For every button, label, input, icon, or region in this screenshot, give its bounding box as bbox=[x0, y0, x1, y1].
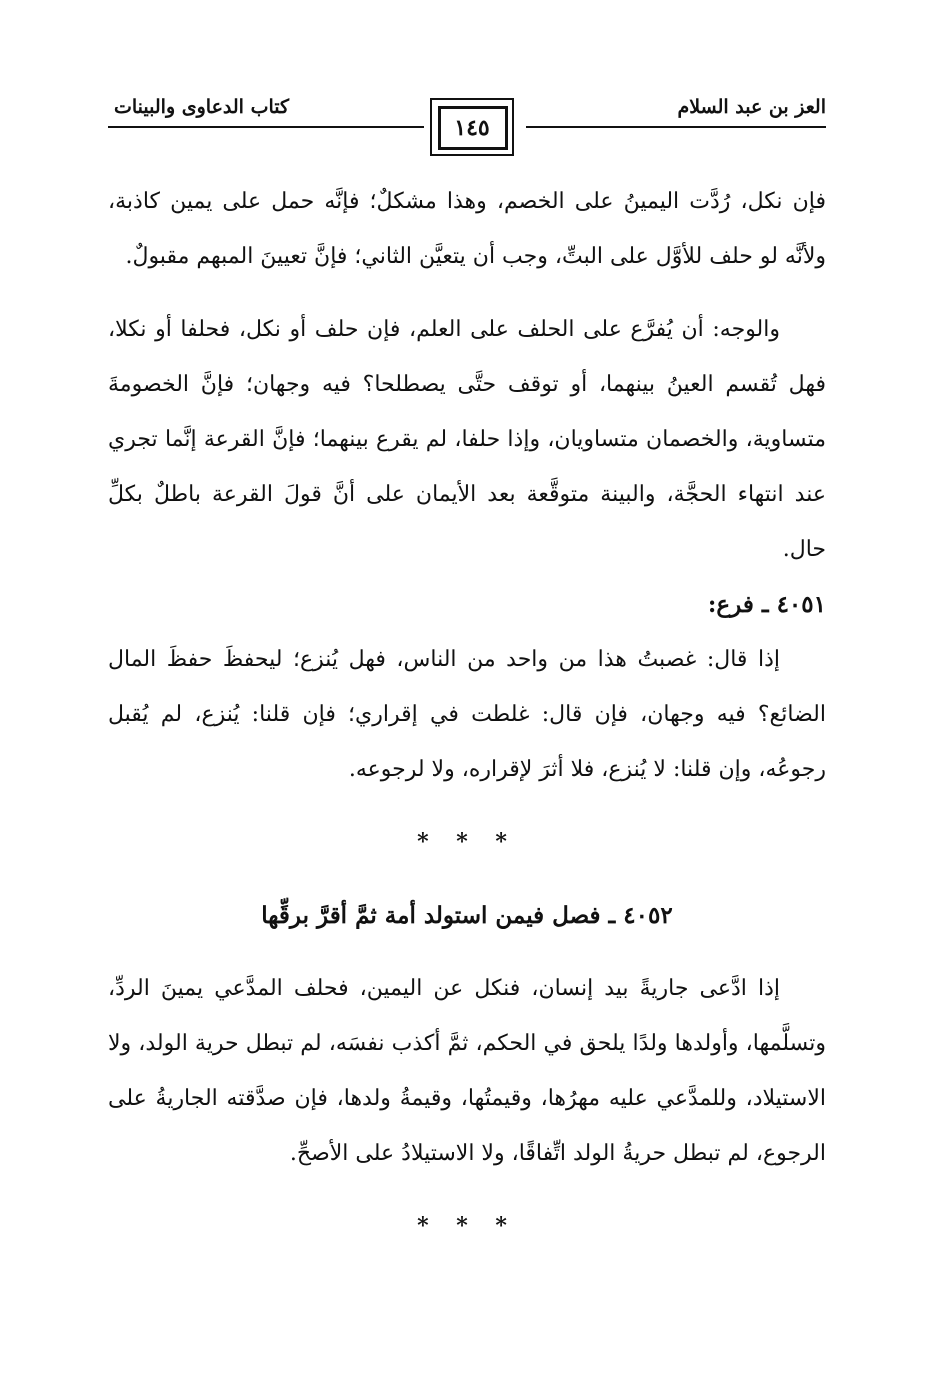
page-body bbox=[108, 174, 826, 1254]
running-head-book: كتاب الدعاوى والبينات bbox=[114, 96, 290, 118]
running-head-author: العز بن عبد السلام bbox=[677, 96, 826, 118]
paragraph-2: والوجه: أن يُفرَّع على الحلف على العلم، فإن حلف أو نكل، فحلفا أو نكلا، فهل تُقسم العينُ بينهما، أو توقف حتَّى يصطلحا؟ فيه وجهان؛ فإنَّ الخصومةَ متساوية، والخصمان متساويان، وإذا حلفا، لم يقرع بينهما؛ فإنَّ القرعة إنَّما تجري عند انتهاء الحجَّة، والبينة متوقَّعة بعد الأيمان على أنَّ قولَ القرعة باطلٌ بكلِّ حال. bbox=[108, 317, 826, 562]
header-rule-right bbox=[526, 126, 826, 128]
page-header bbox=[108, 92, 826, 162]
section-separator-stars: * * * bbox=[417, 829, 517, 855]
paragraph-3: إذا قال: غصبتُ هذا من واحد من الناس، فهل يُنزع؛ ليحفظَ حفظَ المال الضائع؟ فيه وجهان، فإن قال: غلطت في إقراري؛ فإن قلنا: يُنزع، لم يُقبل رجوعُه، وإن قلنا: لا يُنزع، فلا أثرَ لإقراره، ولا لرجوعه. bbox=[108, 647, 826, 782]
page-number-frame bbox=[430, 98, 514, 156]
paragraph-gap bbox=[108, 797, 826, 815]
end-separator-stars: * * * bbox=[417, 1213, 517, 1239]
paragraph-4: إذا ادَّعى جاريةً بيد إنسان، فنكل عن اليمين، فحلف المدَّعي يمينَ الردِّ، وتسلَّمها، وأولدها ولدًا يلحق في الحكم، ثمَّ أكذب نفسَه، لم تبطل حرية الولد، ولا الاستيلاد، وللمدَّعي عليه مهرُها، وقيمتُها، وقيمةُ ولدها، فإن صدَّقته الجاريةُ على الرجوع، لم تبطل حريةُ الولد اتِّفاقًا، ولا الاستيلادُ على الأصحِّ. bbox=[108, 976, 826, 1166]
paragraph-1: فإن نكل، رُدَّت اليمينُ على الخصم، وهذا مشكلٌ؛ فإنَّه حمل على يمين كاذبة، ولأنَّه لو حلف للأوَّل على البتِّ، وجب أن يتعيَّن الثاني؛ فإنَّ تعيينَ المبهم مقبولٌ. bbox=[108, 189, 826, 269]
paragraph-gap bbox=[108, 1181, 826, 1199]
section-title-4052: ٤٠٥٢ ـ فصل فيمن استولد أمة ثمَّ أقرَّ برقِّها bbox=[261, 902, 673, 929]
branch-heading-4051: ٤٠٥١ ـ فرع: bbox=[707, 591, 826, 618]
page-number: ١٤٥ bbox=[454, 115, 490, 141]
header-rule-left bbox=[108, 126, 424, 128]
paragraph-gap bbox=[108, 943, 826, 961]
paragraph-gap bbox=[108, 284, 826, 302]
paragraph-gap bbox=[108, 870, 826, 888]
